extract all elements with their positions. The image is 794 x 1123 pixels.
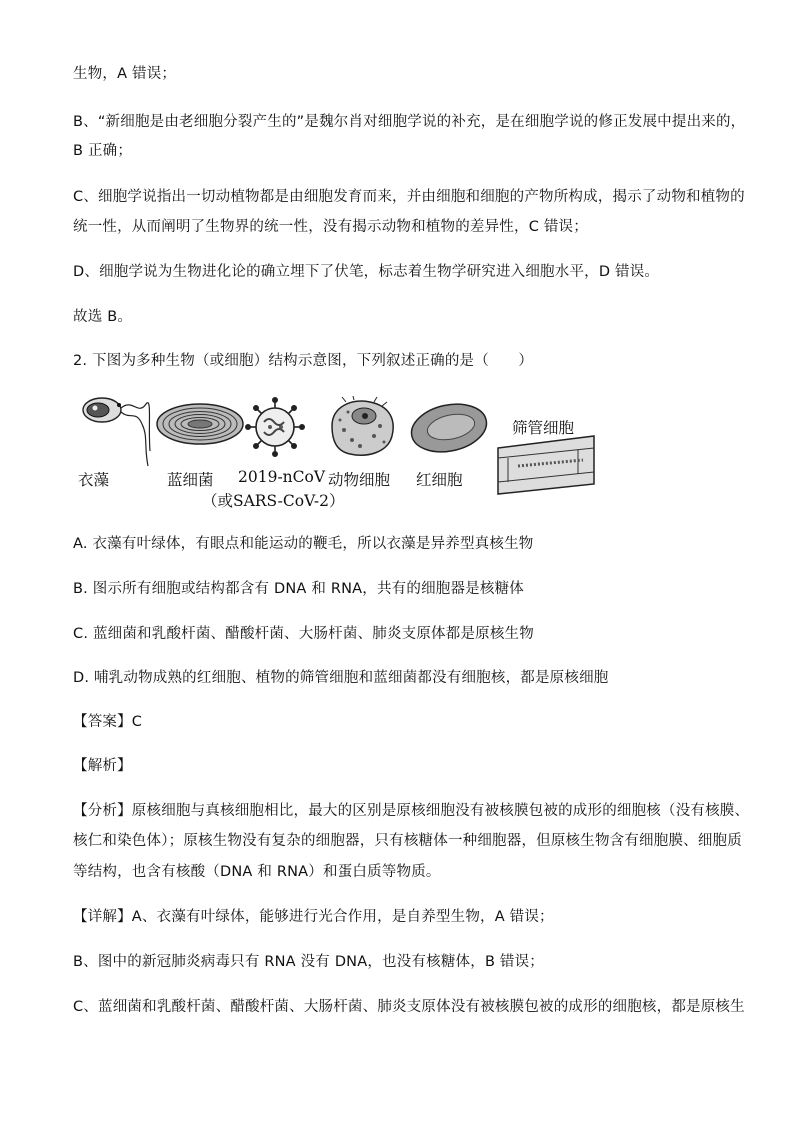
cyanobacteria-illustration — [157, 404, 243, 444]
text-line-7: 故选 B。 — [73, 309, 133, 325]
option-a: A. 衣藻有叶绿体，有眼点和能运动的鞭毛，所以衣藻是异养型真核生物 — [73, 536, 534, 552]
option-c: C. 蓝细菌和乳酸杆菌、醋酸杆菌、大肠杆菌、肺炎支原体都是原核生物 — [73, 626, 534, 642]
label-animal-cell: 动物细胞 — [328, 471, 391, 489]
chlamydomonas-illustration — [83, 398, 150, 466]
text-line-3: B 正确； — [73, 143, 133, 159]
label-sieve-tube: 筛管细胞 — [512, 419, 575, 437]
option-d: D. 哺乳动物成熟的红细胞、植物的筛管细胞和蓝细菌都没有细胞核，都是原核细胞 — [73, 670, 609, 686]
text-line-4: C、细胞学说指出一切动植物都是由细胞发育而来，并由细胞和细胞的产物所构成，揭示了动物和植物的 — [73, 189, 745, 205]
detail-line-1: 【详解】A、衣藻有叶绿体，能够进行光合作用，是自养型生物，A 错误； — [73, 909, 554, 925]
text-line-5: 统一性，从而阐明了生物界的统一性，没有揭示动物和植物的差异性，C 错误； — [73, 219, 588, 235]
organism-figure — [78, 396, 598, 514]
animal-cell-illustration — [332, 396, 393, 455]
analysis-line-3: 等结构，也含有核酸（DNA 和 RNA）和蛋白质等物质。 — [73, 864, 441, 880]
detail-line-3: C、蓝细菌和乳酸杆菌、醋酸杆菌、大肠杆菌、肺炎支原体没有被核膜包被的成形的细胞核，都是原核生 — [73, 999, 745, 1015]
text-line-6: D、细胞学说为生物进化论的确立埋下了伏笔，标志着生物学研究进入细胞水平，D 错误。 — [73, 264, 660, 280]
analysis-line-1: 【分析】原核细胞与真核细胞相比，最大的区别是原核细胞没有被核膜包被的成形的细胞核（没有核膜、 — [73, 803, 750, 819]
label-virus-line1: 2019-nCoV — [238, 468, 326, 486]
detail-line-2: B、图中的新冠肺炎病毒只有 RNA 没有 DNA，也没有核糖体，B 错误； — [73, 954, 545, 970]
label-chlamydomonas: 衣藻 — [78, 471, 110, 489]
text-line-2: B、“新细胞是由老细胞分裂产生的”是魏尔肖对细胞学说的补充，是在细胞学说的修正发展中提出来的， — [73, 114, 746, 130]
analysis-heading: 【解析】 — [73, 758, 132, 774]
question-2-stem: 2. 下图为多种生物（或细胞）结构示意图，下列叙述正确的是（ ） — [73, 353, 534, 369]
coronavirus-illustration — [245, 397, 305, 457]
label-virus-line2: （或SARS-CoV-2） — [202, 492, 345, 510]
analysis-line-2: 核仁和染色体）；原核生物没有复杂的细胞器，只有核糖体一种细胞器，但原核生物含有细胞膜、细胞质 — [73, 833, 742, 849]
sieve-tube-illustration — [498, 436, 594, 494]
answer: 【答案】C — [73, 714, 143, 730]
label-cyanobacteria: 蓝细菌 — [167, 471, 214, 489]
text-line-1: 生物，A 错误； — [73, 66, 177, 82]
red-blood-cell-illustration — [407, 398, 491, 459]
option-b: B. 图示所有细胞或结构都含有 DNA 和 RNA，共有的细胞器是核糖体 — [73, 581, 524, 597]
label-red-cell: 红细胞 — [416, 471, 463, 489]
